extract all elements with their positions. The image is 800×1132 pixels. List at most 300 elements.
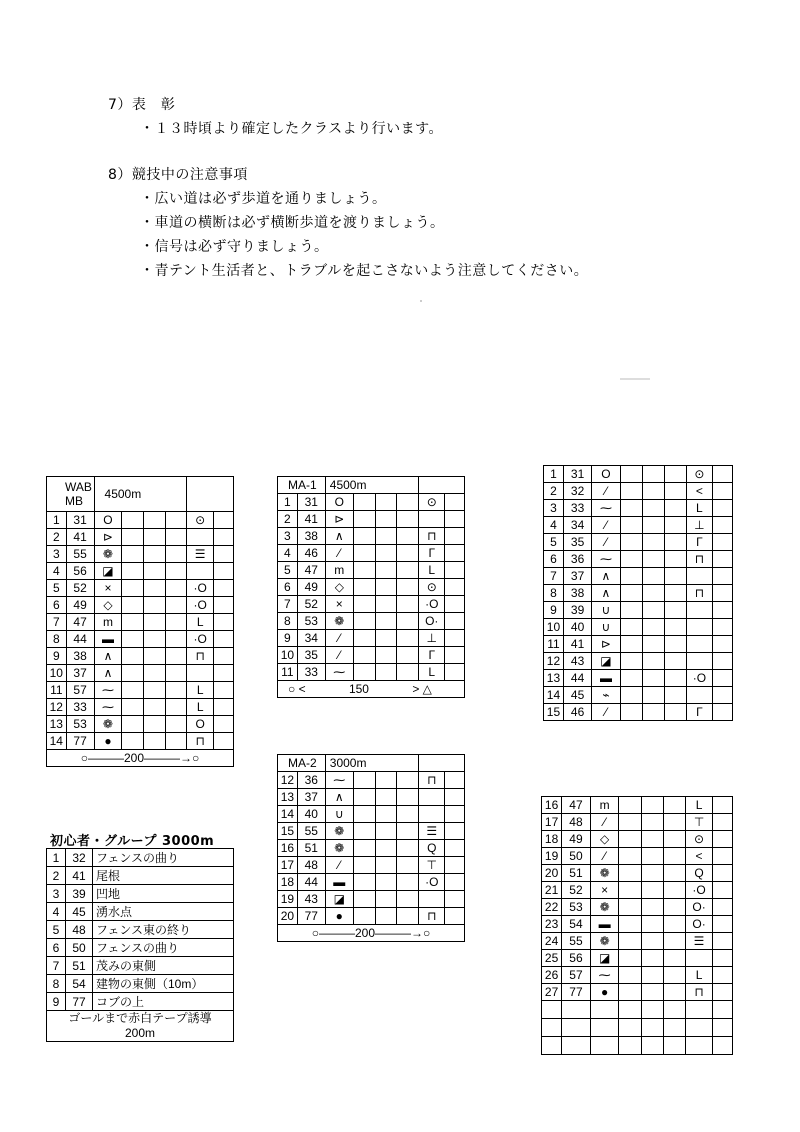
table-row <box>47 921 234 939</box>
table-row <box>47 957 234 975</box>
empty-cell <box>122 682 144 699</box>
control-code: 77 <box>66 993 93 1011</box>
table-row <box>544 704 733 721</box>
control-number: 20 <box>278 908 298 925</box>
empty-cell <box>712 865 732 882</box>
feature-symbol: ◪ <box>592 653 620 670</box>
empty-cell <box>713 619 733 636</box>
feature-symbol: ⊳ <box>94 529 122 546</box>
empty-cell <box>375 840 397 857</box>
location-symbol: ⊓ <box>686 585 712 602</box>
table-row <box>544 466 733 483</box>
location-symbol: ·O <box>686 882 713 899</box>
empty-cell <box>353 840 375 857</box>
control-number: 13 <box>47 716 67 733</box>
table-row <box>47 614 234 631</box>
empty-cell <box>353 647 375 664</box>
empty-cell <box>144 529 166 546</box>
control-description: 湧水点 <box>93 903 234 921</box>
empty-cell <box>375 664 397 681</box>
empty-cell <box>713 636 733 653</box>
empty-cell <box>375 789 397 806</box>
feature-symbol: ❁ <box>94 716 122 733</box>
beginner-title: 初心者・グループ 3000m <box>50 834 215 849</box>
footer-distance: 150 <box>348 682 369 696</box>
location-symbol <box>686 636 712 653</box>
control-code: 31 <box>297 494 325 511</box>
location-symbol: L <box>187 699 213 716</box>
empty-cell <box>445 494 465 511</box>
empty-cell <box>619 967 641 984</box>
location-symbol <box>419 789 445 806</box>
empty-cell <box>165 580 187 597</box>
table-row <box>47 716 234 733</box>
table-row <box>544 670 733 687</box>
feature-symbol: O <box>94 512 122 529</box>
feature-symbol: ▬ <box>325 874 353 891</box>
feature-symbol: ⁓ <box>325 772 353 789</box>
control-number: 10 <box>278 647 298 664</box>
empty-cell <box>353 613 375 630</box>
control-code: 35 <box>563 534 591 551</box>
table-footer <box>47 1011 234 1042</box>
empty-cell <box>165 682 187 699</box>
empty-cell <box>664 848 686 865</box>
control-code: 46 <box>563 704 591 721</box>
empty-cell <box>397 908 419 925</box>
control-code: 39 <box>563 602 591 619</box>
feature-symbol: ∪ <box>592 619 620 636</box>
feature-symbol: ⁄ <box>592 534 620 551</box>
empty-cell <box>664 704 686 721</box>
footer-distance: 200m <box>124 1026 156 1040</box>
control-number: 4 <box>47 563 67 580</box>
location-symbol: L <box>686 797 713 814</box>
control-description: 尾根 <box>93 867 234 885</box>
right-control-table-1 <box>543 465 733 721</box>
empty-cell <box>620 483 642 500</box>
control-number: 18 <box>542 831 562 848</box>
empty-cell <box>619 1037 641 1055</box>
empty-cell <box>165 631 187 648</box>
feature-symbol: ∪ <box>592 602 620 619</box>
empty-row <box>542 1001 733 1019</box>
location-symbol: ⊓ <box>419 528 445 545</box>
control-code: 41 <box>66 867 93 885</box>
empty-cell <box>445 630 465 647</box>
empty-cell <box>620 704 642 721</box>
empty-cell <box>213 563 233 580</box>
empty-cell <box>353 664 375 681</box>
table-row <box>544 500 733 517</box>
empty-cell <box>619 865 641 882</box>
course-distance: 4500m <box>94 477 187 512</box>
table-row <box>542 899 733 916</box>
control-description: フェンス東の終り <box>93 921 234 939</box>
table-row <box>544 653 733 670</box>
feature-symbol: m <box>590 797 619 814</box>
control-number: 11 <box>544 636 564 653</box>
empty-cell <box>590 1019 619 1037</box>
control-code: 51 <box>297 840 325 857</box>
table-header <box>278 477 465 494</box>
empty-cell <box>213 648 233 665</box>
empty-cell <box>712 1001 732 1019</box>
control-code: 47 <box>297 562 325 579</box>
empty-cell <box>619 984 641 1001</box>
empty-cell <box>562 1037 591 1055</box>
control-number: 16 <box>542 797 562 814</box>
empty-cell <box>122 563 144 580</box>
empty-cell <box>144 512 166 529</box>
control-code: 41 <box>563 636 591 653</box>
empty-cell <box>375 857 397 874</box>
location-symbol: ·O <box>686 670 712 687</box>
empty-cell <box>122 546 144 563</box>
control-code: 43 <box>297 891 325 908</box>
location-symbol: Г <box>686 534 712 551</box>
course-distance: 4500m <box>325 477 418 494</box>
empty-cell <box>619 797 641 814</box>
table-footer <box>278 681 465 698</box>
empty-cell <box>165 529 187 546</box>
control-number: 3 <box>544 500 564 517</box>
location-symbol <box>686 568 712 585</box>
empty-cell <box>353 545 375 562</box>
control-description: 茂みの東側 <box>93 957 234 975</box>
empty-cell <box>562 1001 591 1019</box>
course-distance: 3000m <box>325 755 418 772</box>
control-number: 7 <box>544 568 564 585</box>
empty-cell <box>713 534 733 551</box>
table-row <box>47 939 234 957</box>
empty-cell <box>620 602 642 619</box>
control-code: 49 <box>562 831 591 848</box>
feature-symbol: ⁄ <box>592 704 620 721</box>
empty-cell <box>397 857 419 874</box>
section-8-item: ・ 信号は必ず守りましょう。 <box>140 236 329 256</box>
table-row <box>542 848 733 865</box>
empty-cell <box>620 534 642 551</box>
empty-cell <box>375 772 397 789</box>
control-number: 5 <box>278 562 298 579</box>
control-number: 7 <box>278 596 298 613</box>
empty-cell <box>664 882 686 899</box>
empty-cell <box>144 699 166 716</box>
empty-cell <box>620 585 642 602</box>
control-number: 12 <box>544 653 564 670</box>
control-number: 6 <box>47 597 67 614</box>
control-code: 33 <box>297 664 325 681</box>
feature-symbol: ∧ <box>325 789 353 806</box>
control-number: 9 <box>278 630 298 647</box>
empty-cell <box>445 613 465 630</box>
table-row <box>278 562 465 579</box>
location-symbol <box>686 950 713 967</box>
control-code: 38 <box>297 528 325 545</box>
control-code: 44 <box>563 670 591 687</box>
location-symbol: ⊥ <box>419 630 445 647</box>
empty-cell <box>664 653 686 670</box>
control-number: 15 <box>544 704 564 721</box>
control-code: 46 <box>297 545 325 562</box>
empty-cell <box>641 1037 663 1055</box>
empty-cell <box>144 546 166 563</box>
empty-cell <box>712 916 732 933</box>
location-symbol: ·O <box>187 597 213 614</box>
empty-cell <box>353 579 375 596</box>
empty-cell <box>641 797 663 814</box>
table-header <box>47 477 234 512</box>
control-code: 32 <box>66 849 93 867</box>
control-code: 33 <box>66 699 94 716</box>
empty-cell <box>619 899 641 916</box>
empty-cell <box>397 579 419 596</box>
control-number: 14 <box>544 687 564 704</box>
empty-cell <box>620 517 642 534</box>
location-symbol: ⊓ <box>187 648 213 665</box>
feature-symbol: ❁ <box>590 865 619 882</box>
control-number: 22 <box>542 899 562 916</box>
empty-cell <box>713 568 733 585</box>
empty-cell <box>397 545 419 562</box>
empty-cell <box>122 716 144 733</box>
empty-cell <box>642 568 664 585</box>
control-code: 57 <box>66 682 94 699</box>
empty-cell <box>353 857 375 874</box>
empty-cell <box>620 551 642 568</box>
empty-cell <box>213 631 233 648</box>
empty-cell <box>144 716 166 733</box>
control-code: 39 <box>66 885 93 903</box>
control-number: 3 <box>47 885 66 903</box>
control-code: 77 <box>66 733 94 750</box>
feature-symbol: ❁ <box>590 899 619 916</box>
location-symbol: Г <box>686 704 712 721</box>
empty-cell <box>397 647 419 664</box>
empty-cell <box>664 534 686 551</box>
location-symbol <box>187 563 213 580</box>
control-number: 16 <box>278 840 298 857</box>
empty-cell <box>712 882 732 899</box>
control-code: 45 <box>563 687 591 704</box>
empty-cell <box>664 899 686 916</box>
empty-cell <box>213 733 233 750</box>
feature-symbol: ⁄ <box>590 848 619 865</box>
control-code: 41 <box>66 529 94 546</box>
feature-symbol: ● <box>94 733 122 750</box>
location-symbol: ⊓ <box>419 772 445 789</box>
empty-cell <box>713 551 733 568</box>
control-number: 1 <box>47 849 66 867</box>
control-number: 10 <box>544 619 564 636</box>
table-row <box>542 950 733 967</box>
empty-cell <box>165 563 187 580</box>
table-row <box>542 984 733 1001</box>
feature-symbol: O <box>325 494 353 511</box>
control-description: 建物の東側（10m） <box>93 975 234 993</box>
control-number: 7 <box>47 957 66 975</box>
feature-symbol: m <box>94 614 122 631</box>
empty-cell <box>664 1019 686 1037</box>
empty-cell <box>641 1001 663 1019</box>
class-title: MA-1 <box>278 477 326 494</box>
table-row <box>278 908 465 925</box>
empty-cell <box>375 823 397 840</box>
empty-cell <box>122 614 144 631</box>
location-symbol: ⊙ <box>187 512 213 529</box>
control-number: 8 <box>278 613 298 630</box>
empty-cell <box>713 653 733 670</box>
empty-cell <box>397 789 419 806</box>
feature-symbol: ∧ <box>592 585 620 602</box>
control-code: 56 <box>66 563 94 580</box>
empty-cell <box>641 984 663 1001</box>
empty-cell <box>686 1037 713 1055</box>
control-number: 9 <box>47 648 67 665</box>
control-number: 24 <box>542 933 562 950</box>
feature-symbol: ❁ <box>325 823 353 840</box>
empty-cell <box>375 806 397 823</box>
empty-cell <box>664 687 686 704</box>
feature-symbol: ● <box>590 984 619 1001</box>
location-symbol <box>686 602 712 619</box>
control-number: 5 <box>47 921 66 939</box>
empty-cell <box>642 483 664 500</box>
table-row <box>278 511 465 528</box>
table-row <box>47 597 234 614</box>
control-code: 31 <box>66 512 94 529</box>
empty-cell <box>375 596 397 613</box>
feature-symbol: ▬ <box>94 631 122 648</box>
location-symbol: ☰ <box>187 546 213 563</box>
empty-cell <box>713 500 733 517</box>
location-symbol: ⊙ <box>686 466 712 483</box>
feature-symbol: ⊳ <box>592 636 620 653</box>
empty-cell <box>713 704 733 721</box>
control-code: 54 <box>562 916 591 933</box>
empty-cell <box>713 602 733 619</box>
empty-cell <box>375 613 397 630</box>
empty-cell <box>165 716 187 733</box>
location-symbol: ⊓ <box>686 551 712 568</box>
feature-symbol: ◪ <box>590 950 619 967</box>
table-row <box>544 483 733 500</box>
empty-cell <box>397 806 419 823</box>
table-row <box>278 857 465 874</box>
empty-cell <box>641 882 663 899</box>
feature-symbol: ⁄ <box>325 647 353 664</box>
empty-cell <box>664 602 686 619</box>
feature-symbol: ◇ <box>325 579 353 596</box>
empty-cell <box>712 797 732 814</box>
section-8-title: 8）競技中の注意事項 <box>108 167 248 183</box>
feature-symbol: ⌁ <box>592 687 620 704</box>
section-8-item: ・ 青テント生活者と、トラブルを起こさないよう注意してください。 <box>140 260 588 280</box>
empty-cell <box>664 831 686 848</box>
empty-cell <box>353 823 375 840</box>
location-symbol <box>686 687 712 704</box>
control-number: 21 <box>542 882 562 899</box>
control-number: 10 <box>47 665 67 682</box>
table-row <box>47 648 234 665</box>
scan-speck <box>420 300 422 302</box>
table-row <box>544 636 733 653</box>
control-number: 5 <box>47 580 67 597</box>
empty-cell <box>619 882 641 899</box>
empty-cell <box>562 1019 591 1037</box>
empty-cell <box>445 545 465 562</box>
control-code: 47 <box>562 797 591 814</box>
table-row <box>544 517 733 534</box>
empty-cell <box>445 664 465 681</box>
empty-cell <box>375 528 397 545</box>
empty-cell <box>642 500 664 517</box>
empty-cell <box>664 568 686 585</box>
location-symbol: ☰ <box>419 823 445 840</box>
feature-symbol: ∧ <box>592 568 620 585</box>
control-code: 32 <box>563 483 591 500</box>
finish-symbol: > △ <box>412 682 432 696</box>
feature-symbol: ⁄ <box>592 517 620 534</box>
table-row <box>542 797 733 814</box>
location-symbol: Q <box>686 865 713 882</box>
empty-cell <box>619 814 641 831</box>
empty-cell <box>664 500 686 517</box>
feature-symbol: ⁓ <box>94 682 122 699</box>
control-code: 45 <box>66 903 93 921</box>
location-symbol: ⊓ <box>686 984 713 1001</box>
control-code: 55 <box>297 823 325 840</box>
control-number: 2 <box>47 529 67 546</box>
empty-cell <box>445 840 465 857</box>
control-number: 11 <box>278 664 298 681</box>
control-code: 52 <box>66 580 94 597</box>
control-code: 48 <box>297 857 325 874</box>
empty-cell <box>642 653 664 670</box>
table-row <box>542 916 733 933</box>
empty-cell <box>213 716 233 733</box>
empty-cell <box>397 840 419 857</box>
control-number: 3 <box>278 528 298 545</box>
empty-cell <box>397 511 419 528</box>
empty-cell <box>620 653 642 670</box>
empty-row <box>542 1019 733 1037</box>
control-number: 1 <box>544 466 564 483</box>
empty-cell <box>641 831 663 848</box>
control-code: 37 <box>297 789 325 806</box>
control-number: 9 <box>544 602 564 619</box>
empty-cell <box>712 899 732 916</box>
empty-cell <box>712 967 732 984</box>
control-code: 37 <box>563 568 591 585</box>
control-description: フェンスの曲り <box>93 939 234 957</box>
empty-cell <box>664 636 686 653</box>
control-code: 43 <box>563 653 591 670</box>
empty-cell <box>144 665 166 682</box>
empty-cell <box>642 636 664 653</box>
empty-cell <box>642 534 664 551</box>
location-symbol <box>686 653 712 670</box>
location-symbol: Q <box>419 840 445 857</box>
feature-symbol: ◇ <box>590 831 619 848</box>
feature-symbol: × <box>94 580 122 597</box>
control-number: 27 <box>542 984 562 1001</box>
control-code: 77 <box>562 984 591 1001</box>
empty-cell <box>375 908 397 925</box>
empty-cell <box>397 772 419 789</box>
empty-cell <box>664 1001 686 1019</box>
